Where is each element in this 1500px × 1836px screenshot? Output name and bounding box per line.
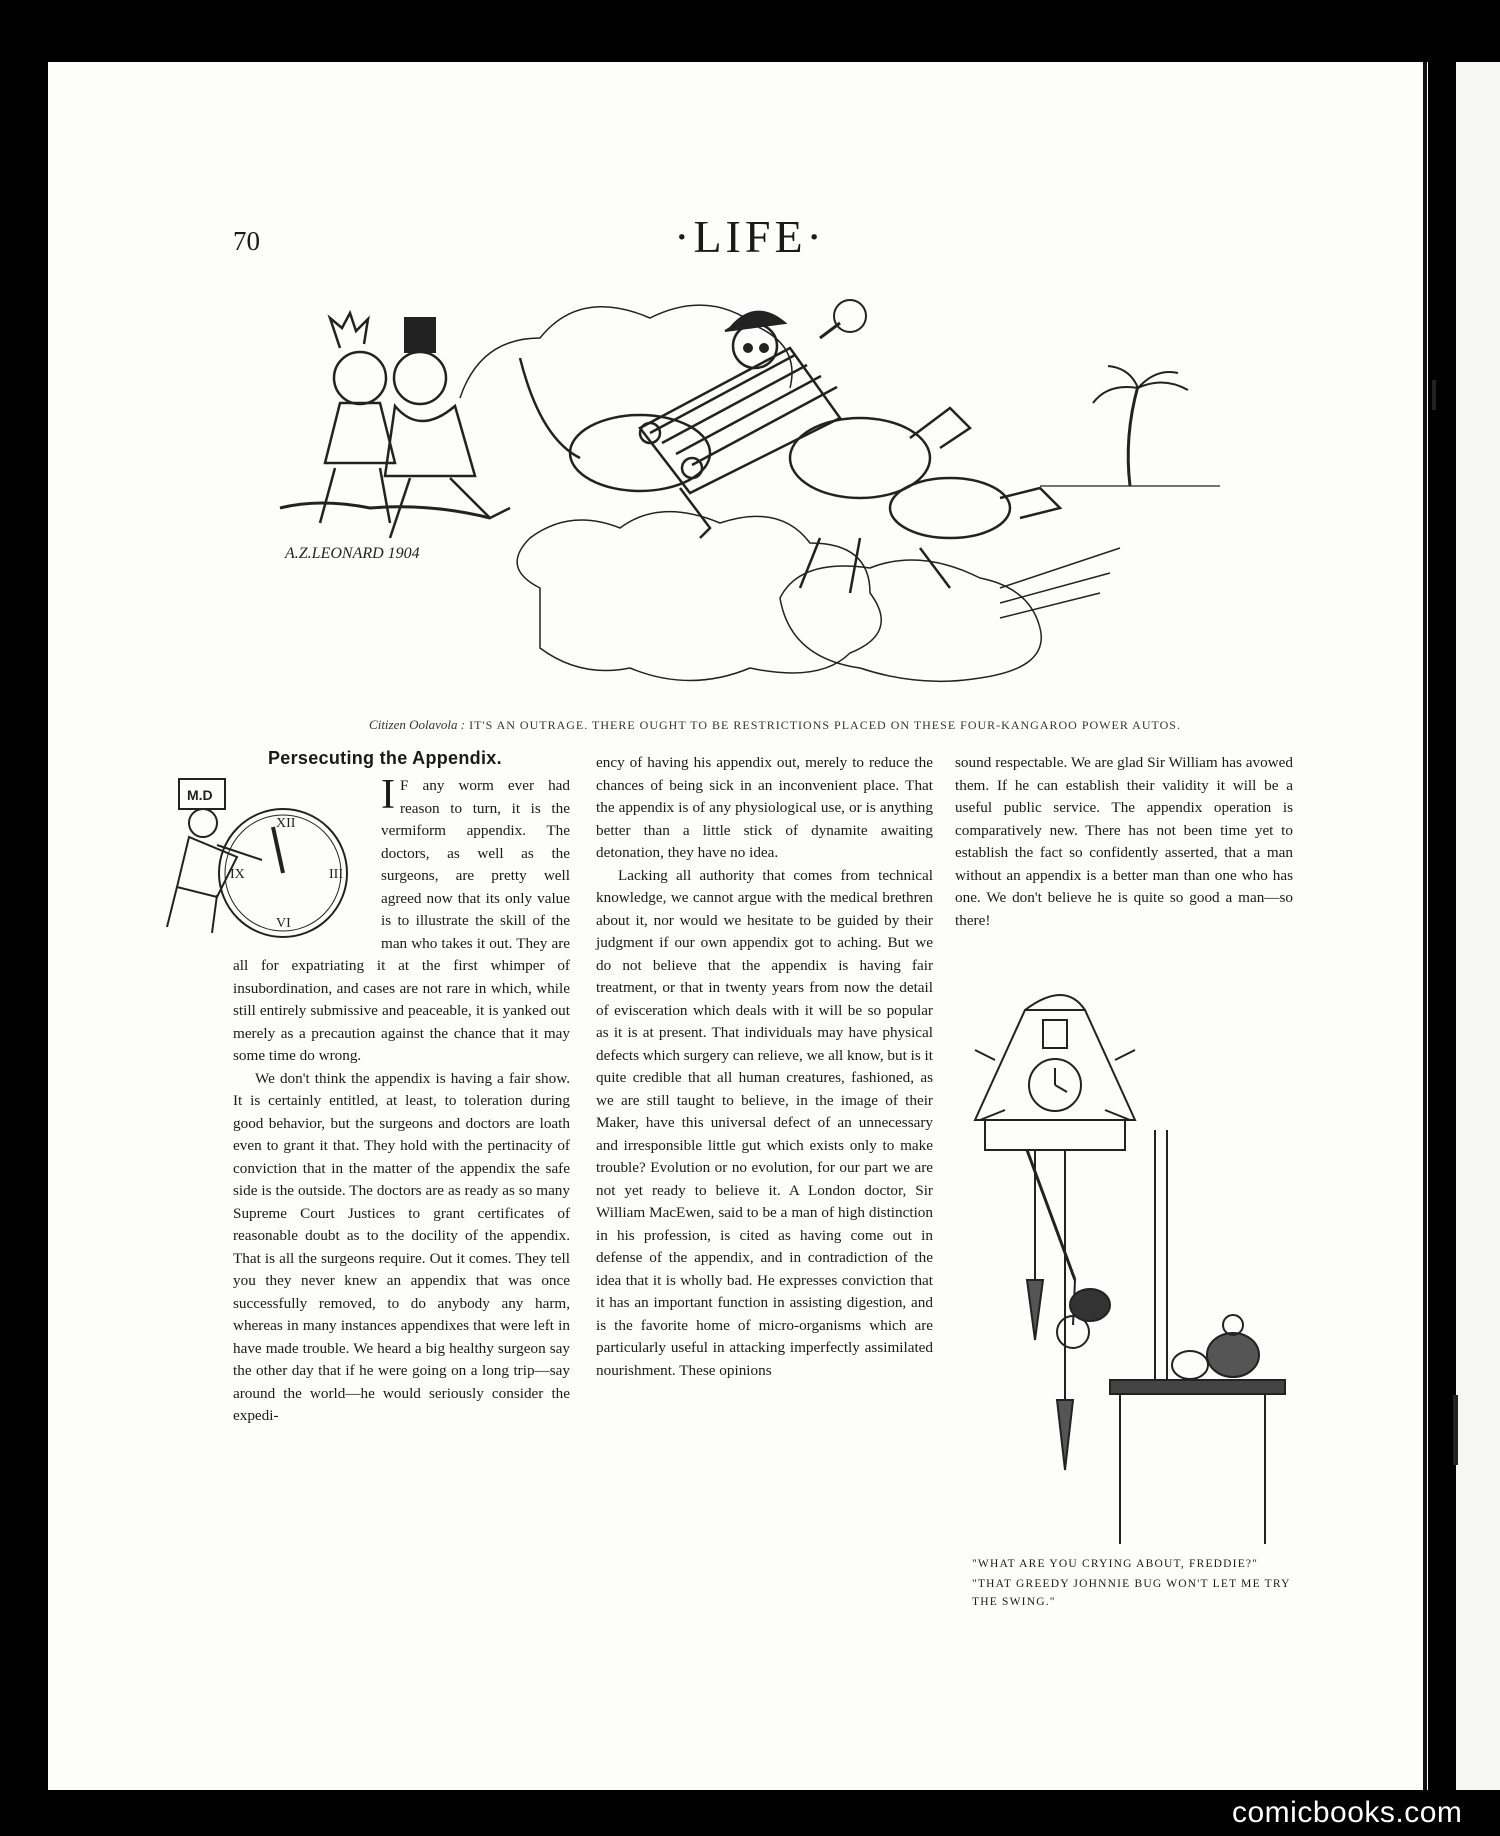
masthead-title: ·LIFE· [674,211,826,262]
clock-badge: M.D [187,787,213,803]
bug-cartoon-caption [972,1555,1297,1613]
article-column-3 [955,752,1293,932]
next-page-edge [1456,62,1500,1790]
watermark: comicbooks.com [1232,1796,1463,1829]
paragraph: sound respectable. We are glad Sir William has avowed them. If he can establish their validity it will be a useful public service. The appendix operation is comparatively new. There has not been time yet to establish the fact so confidently asserted, that a man without an appendix is a better man than one who has one. We don't believe he is quite so good a man—so there! [955,754,1293,929]
paragraph: ency of having his appendix out, merely to reduce the chances of being sick in an inconvenient place. That the appendix is of any physiological use, or is anything better than a little stick of dynamite awaiting detonation, they have no idea. [596,754,933,861]
article-column-1 [187,772,570,1428]
svg-text:VI: VI [276,916,291,931]
page-gutter [1423,62,1427,1790]
svg-text:IX: IX [230,867,245,882]
caption-line: "WHAT ARE YOU CRYING ABOUT, FREDDIE?" [972,1558,1259,1570]
page-number: 70 [233,226,260,256]
top-cartoon-caption [280,717,1270,733]
artist-signature: A.Z.LEONARD 1904 [285,545,420,562]
top-cartoon-illustration [285,258,1250,702]
caption-line: "THAT GREEDY JOHNNIE BUG WON'T LET ME TRY THE SWING." [972,1578,1291,1608]
article-column-2 [596,752,933,1382]
article-title: Persecuting the Appendix. [268,748,502,768]
clock-doctor-illustration [157,775,375,943]
cuckoo-clock-bugs-illustration [955,980,1295,1550]
scan-mark [1453,1395,1458,1465]
svg-text:III: III [329,867,343,882]
svg-text:XII: XII [276,816,296,831]
paragraph: We don't think the appendix is having a fair show. It is certainly entitled, at least, to toleration during good behavior, but the surgeons and doctors are loath even to grant it that. They hold with the pertinacity of conviction that in the matter of the appendix the safe side is the outside. The doctors are as ready as so many Supreme Court Justices to grant certificates of reasonable doubt as to the docility of the appendix. That is all the surgeons require. Out it comes. They tell you they never knew an appendix that was once successfully removed, to do anybody any harm, whereas in many instances appendixes that were left in have made trouble. We heard a big healthy surgeon say the other day that if he were going on a long trip—say around the world—he would seriously consider the expedi- [233,1069,570,1424]
paragraph: Lacking all authority that comes from technical knowledge, we cannot argue with the medical brethren about it, nor would we hesitate to be guided by their judgment if our own appendix got to aching. But we do not believe that the appendix is having fair treatment, or that in twenty years from now the detail of evisceration which deals with it will be so popular as it is at present. That individuals may have physical defects which surgery can relieve, we all know, but is it quite credible that all human creatures, fashioned, as we are still taught to believe, in the image of their Maker, have this universal defect of an unnecessary and irresponsible little gut which exists only to make trouble? Evolution or no evolution, for our part we are not yet ready to believe it. A London doctor, Sir William MacEwen, said to be a man of high distinction in his profession, is cited as having come out in defense of the appendix, and in contradiction of the idea that it is wholly bad. He expresses conviction that it has an important function in assisting digestion, and is the favorite home of micro-organisms which are particularly useful in attacking imperfectly assimilated nourishment. These opinions [596,866,933,1379]
scan-mark [1432,380,1436,410]
caption-speaker: Citizen Oolavola : [369,717,466,732]
caption-text: IT'S AN OUTRAGE. THERE OUGHT TO BE RESTRICTIONS PLACED ON THESE FOUR-KANGAROO POWER AUTOS. [469,718,1181,732]
drop-cap: I [381,772,395,818]
paragraph: F any worm ever had reason to turn, it is the vermiform appendix. The doctors, as well as the surgeons, are pretty well agreed now that its only value is to illustrate the skill of the man who takes it out. They are all for expatriating it at the first whimper of insubordination, and cases are not rare in which, while still entirely submissive and peaceable, it is yanked out merely as a precaution against the chance that it may some time do wrong. [233,777,570,1064]
